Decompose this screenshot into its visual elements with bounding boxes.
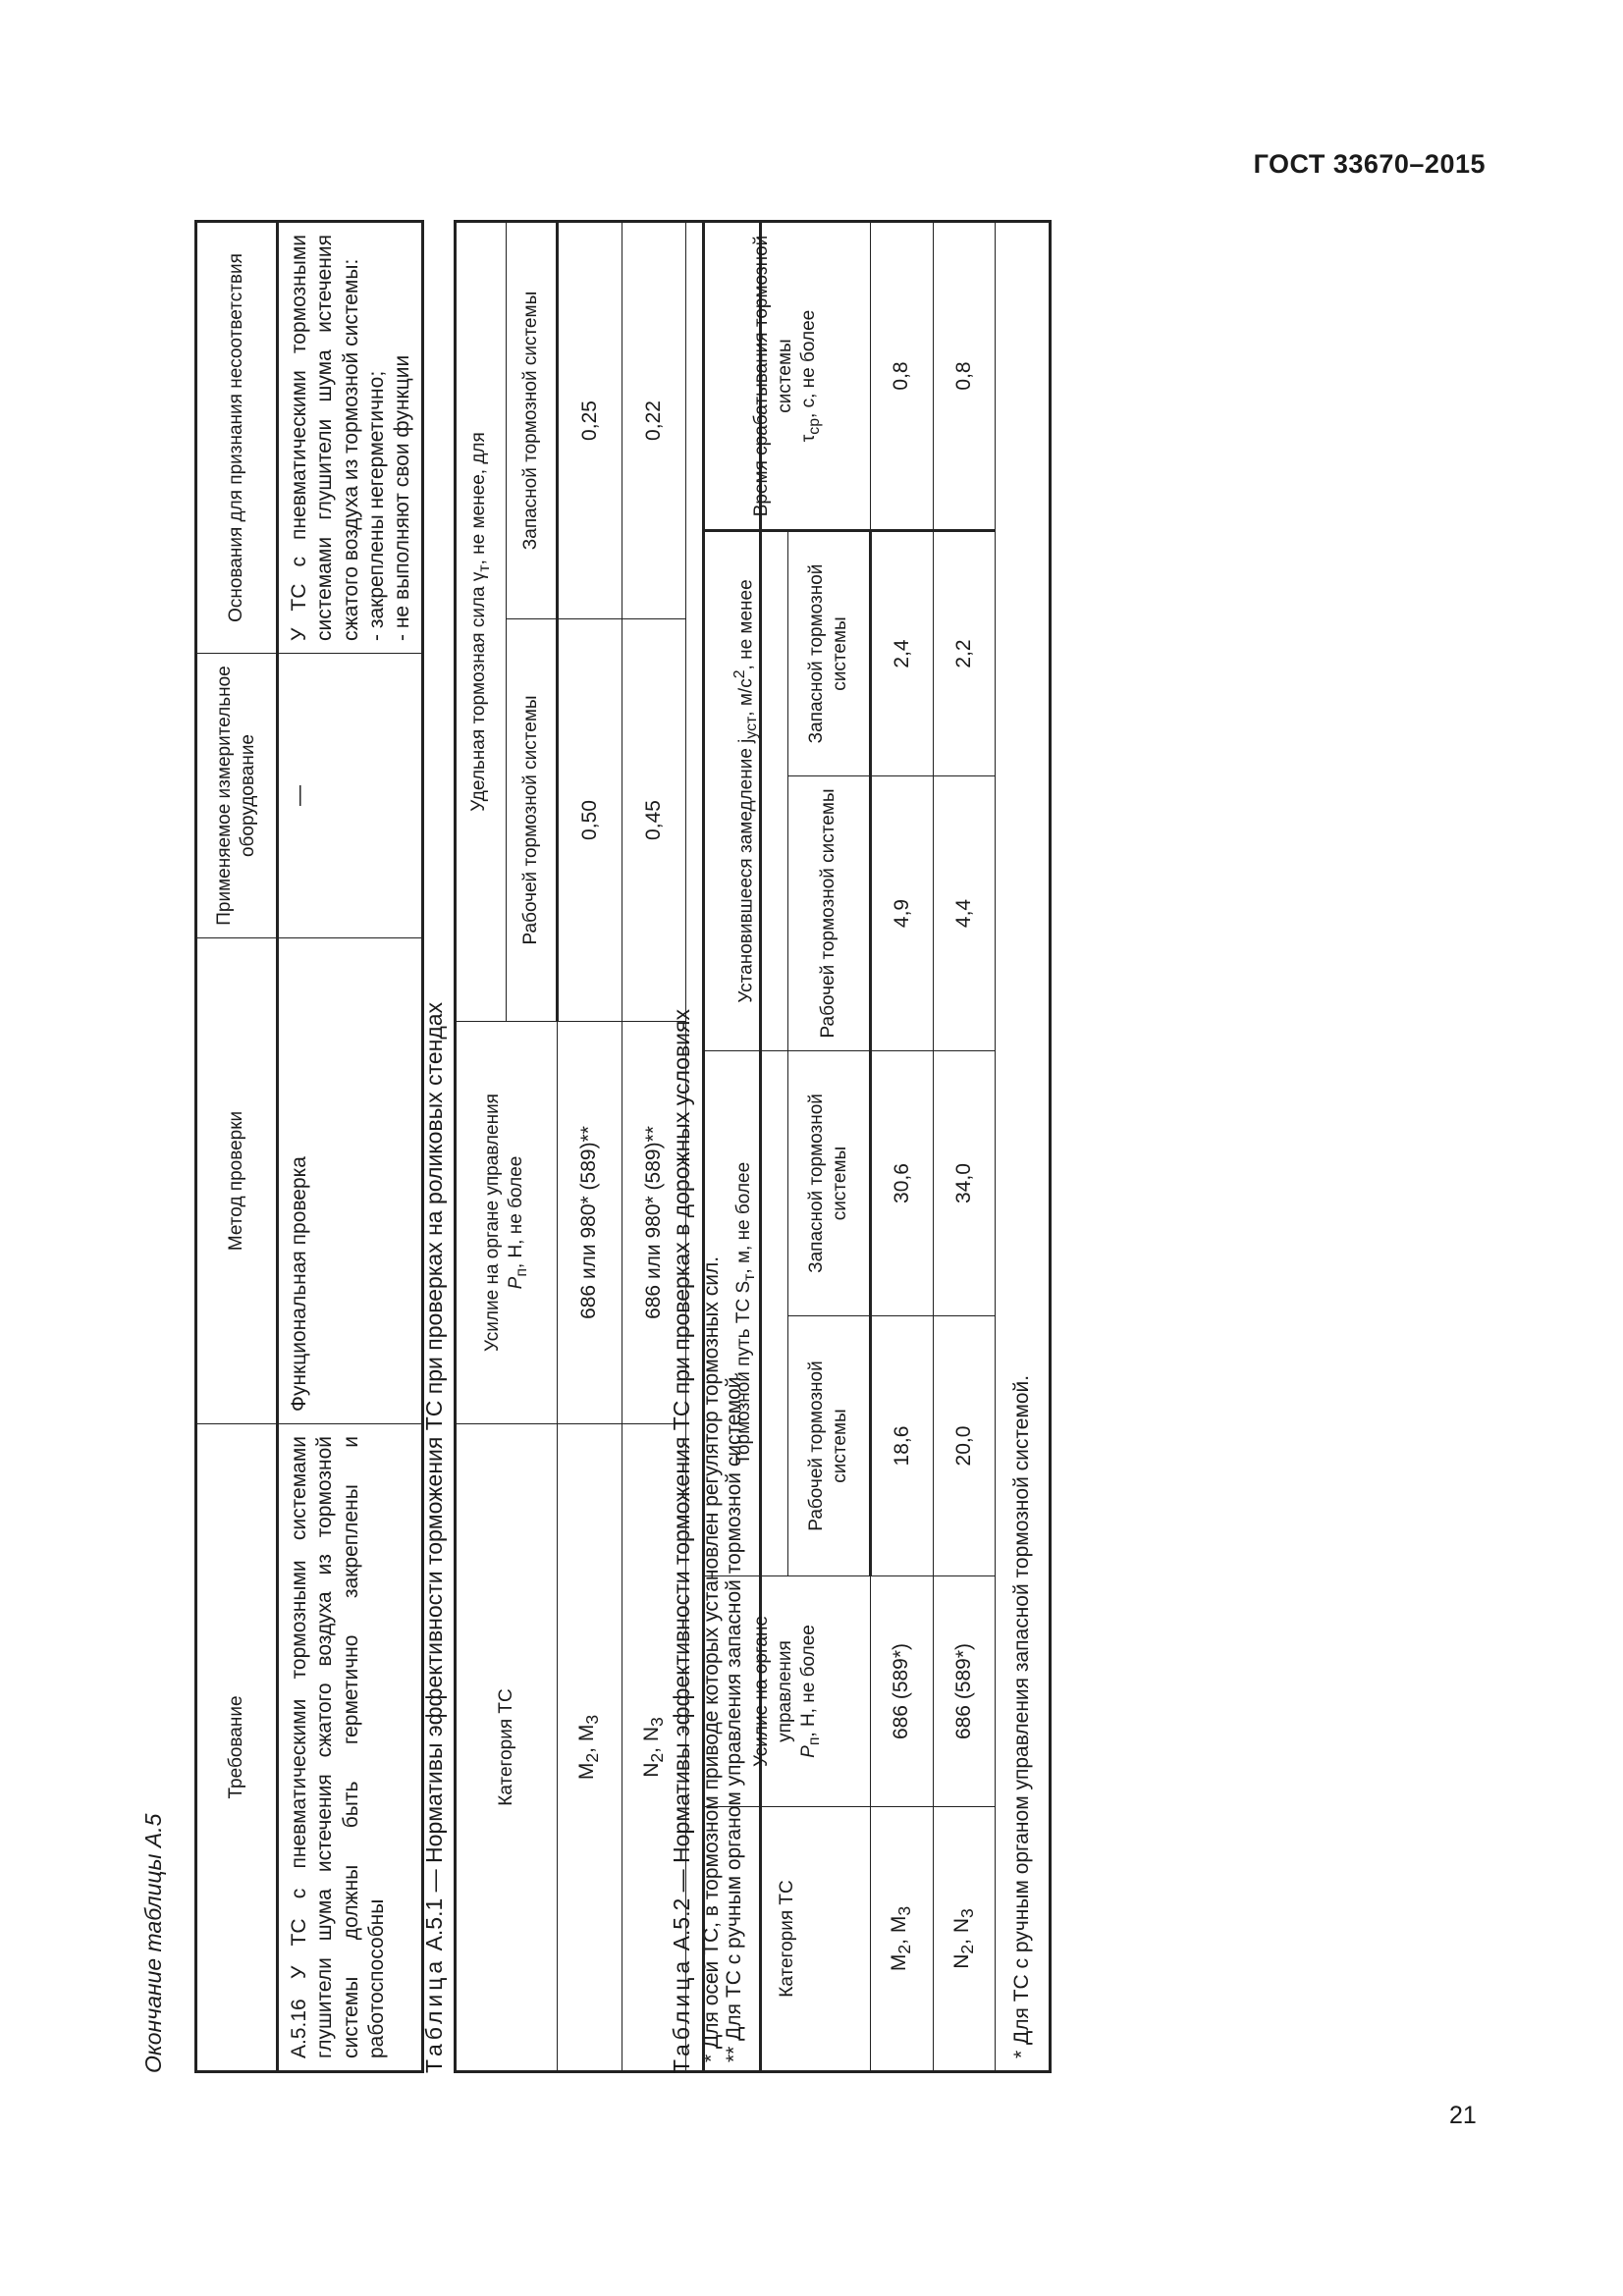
grounds-cell: [278, 222, 423, 654]
grounds-item: - закреплены негерметично;: [364, 370, 388, 641]
grounds-item: - не выполняют свои функции: [391, 354, 413, 641]
header-category: Категория ТС: [704, 1807, 871, 2072]
category-cell: $N_2$, $N_3$: [934, 1807, 996, 2072]
continuation-label: Окончание таблицы А.5: [140, 1813, 166, 2073]
decel-spare-cell: 2,2: [934, 530, 996, 775]
table-row: [934, 221, 996, 2071]
table-a5-end: [194, 220, 424, 2073]
header-grounds: Основания для признания несоответствия: [196, 222, 278, 654]
header-force: Усилие на органе управления $P_п$, Н, не более: [456, 1022, 558, 1424]
decel-working-cell: 4,9: [871, 775, 934, 1050]
footnote-row: [996, 221, 1051, 2071]
caption-text: А.5.1 — Нормативы эффективности торможения ТС при проверках на роликовых стендах: [421, 1001, 447, 1957]
response-time-cell: 0,8: [934, 221, 996, 530]
decel-working-cell: 4,4: [934, 775, 996, 1050]
header-requirement: Требование: [196, 1424, 278, 2072]
table-row: [558, 221, 622, 2071]
header-response-time: Время срабатывания тормозной системы $\tau_{ср}$, с, не более: [704, 221, 871, 530]
grounds-intro: У ТС с пневматическими тормозными системами глушители шума истечения сжатого воздуха из тормозной системы:: [288, 235, 362, 641]
header-specific-force: Удельная тормозная сила $\gamma_т$, не менее, для: [456, 221, 507, 1021]
spare-cell: 0,22: [622, 221, 686, 618]
caption-text: А.5.2 — Нормативы эффективности торможения ТС при проверках в дорожных условиях: [669, 1009, 694, 1957]
caption-prefix: Таблица: [669, 1956, 694, 2073]
table-row: [871, 221, 934, 2071]
header-force: Усилие на органе управления $P_п$, Н, не более: [704, 1576, 871, 1807]
document-standard-header: ГОСТ 33670–2015: [1253, 149, 1486, 179]
footnote: * Для осей ТС, в тормозном приводе которых установлен регулятор тормозных сил.: [699, 1255, 723, 2062]
working-cell: 0,50: [558, 619, 622, 1022]
force-cell: 686 или 980* (589)**: [622, 1022, 686, 1424]
category-cell: $N_2$, $N_3$: [622, 1424, 686, 2072]
path-working-cell: 18,6: [871, 1316, 934, 1576]
category-cell: $M_2$, $M_3$: [871, 1807, 934, 2072]
table-a52-caption: [668, 1009, 696, 2073]
header-decel-working: Рабочей тормозной системы: [788, 775, 871, 1050]
header-category: Категория ТС: [456, 1424, 558, 2072]
method-cell: Функциональная проверка: [278, 938, 423, 1424]
header-equipment: Применяемое измерительное оборудование: [196, 654, 278, 938]
spare-cell: 0,25: [558, 221, 622, 618]
footnote: * Для ТС с ручным органом управления запасной тормозной системой.: [996, 221, 1051, 2071]
header-working: Рабочей тормозной системы: [507, 619, 558, 1022]
requirement-cell: А.5.16 У ТС с пневматическими тормозными системами глушители шума истечения сжатого воздуха из тормозной системы должны быть герметично закреплены и работоспособны: [278, 1424, 423, 2072]
working-cell: 0,45: [622, 619, 686, 1022]
path-spare-cell: 34,0: [934, 1050, 996, 1315]
header-spare: Запасной тормозной системы: [507, 221, 558, 618]
force-cell: 686 (589*): [934, 1576, 996, 1807]
table-a51-caption: [420, 1002, 449, 2073]
table-a52: [699, 220, 1052, 2073]
force-cell: 686 или 980* (589)**: [558, 1022, 622, 1424]
caption-prefix: Таблица: [421, 1956, 447, 2073]
header-path-spare: Запасной тормозной системы: [788, 1050, 871, 1315]
header-decel-spare: Запасной тормозной системы: [788, 530, 871, 775]
footnote: ** Для ТС с ручным органом управления запасной тормозной системой.: [723, 1370, 745, 2062]
response-time-cell: 0,8: [871, 221, 934, 530]
decel-spare-cell: 2,4: [871, 530, 934, 775]
header-path-working: Рабочей тормозной системы: [788, 1316, 871, 1576]
page-number: 21: [1449, 2102, 1477, 2129]
force-cell: 686 (589*): [871, 1576, 934, 1807]
header-braking-path: Тормозной путь ТС $S_т$, м, не более: [704, 1050, 788, 1575]
path-working-cell: 20,0: [934, 1316, 996, 1576]
header-deceleration: Установившееся замедление $j_{уст}$, $м/с^2$, не менее: [704, 530, 788, 1050]
rotated-landscape-content: [137, 167, 1257, 2091]
path-spare-cell: 30,6: [871, 1050, 934, 1315]
header-method: Метод проверки: [196, 938, 278, 1424]
category-cell: $M_2$, $M_3$: [558, 1424, 622, 2072]
equipment-cell: —: [278, 654, 423, 938]
table-row: [278, 222, 423, 2072]
